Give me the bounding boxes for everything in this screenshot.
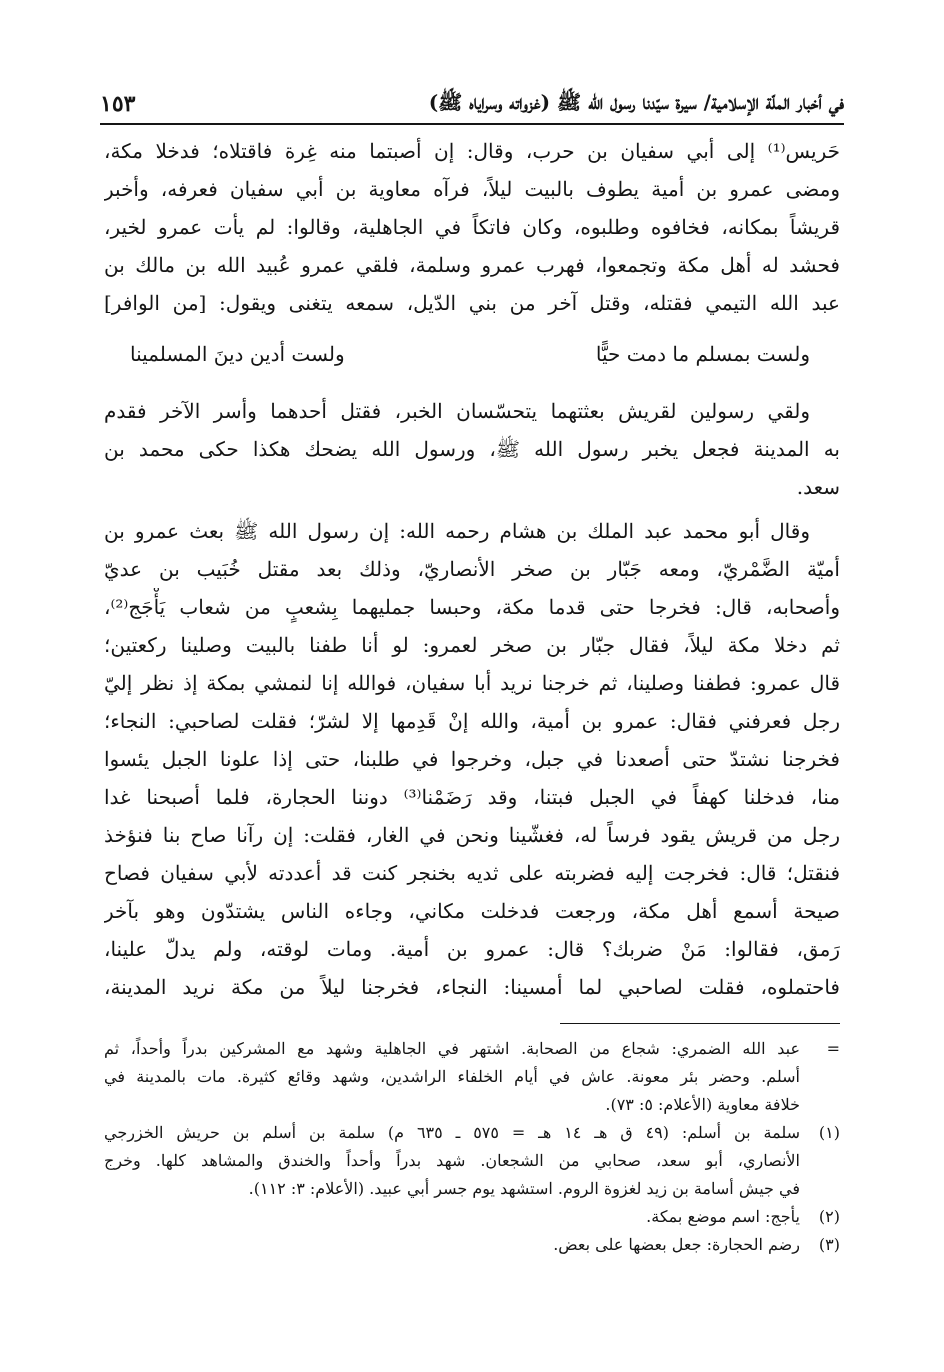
footnotes — [104, 1035, 840, 1259]
text-line: قريشاً بمكانه، فخافوه وطلبوه، وكان فاتكاً في الجاهلية، وقالوا: لم يأت عمرو لخير، — [104, 215, 840, 239]
text-line: رجل من قريش يقود فرساً له، فغشّينا ونحن في الغار، فقلت: إن رآنا صاح بنا فنؤخذ — [104, 823, 840, 847]
footnote-3 — [104, 1231, 840, 1259]
page-header — [100, 86, 844, 122]
text-line: عبد الله التيمي فقتله، وقتل آخر من بني الدّيل، سمعه يتغنى ويقول: [من الوافر] — [104, 291, 840, 315]
text-line: ومضى عمرو بن أمية يطوف بالبيت ليلاً، فرآه معاوية بن أبي سفيان فعرفه، وأخبر — [104, 177, 840, 201]
paragraph-3 — [104, 512, 840, 1006]
text-line: سعد. — [796, 475, 840, 499]
footnote-1 — [104, 1119, 840, 1203]
verse-second-hemistich: ولست أدين دينَ المسلمينا — [130, 342, 345, 366]
text-line: فحشد له أهل مكة وتجمعوا، فهرب عمرو وسلمة، فلقي عمرو عُبيد الله بن مالك بن — [104, 253, 840, 277]
text-line: رَمق، فقالوا: مَنْ ضربك؟ قال: عمرو بن أمية. ومات لوقته، ولم يدلّ علينا، — [104, 937, 840, 961]
footnote-body — [104, 1119, 800, 1203]
text-line: منا، فدخلنا كهفاً في الجبل فبتنا، وقد رَضَمْنا⁽³⁾ دوننا الحجارة، فلما أصبحنا غدا — [104, 785, 840, 809]
text-line: به المدينة فجعل يخبر رسول الله ﷺ، ورسول الله يضحك هكذا حكى محمد بن — [104, 437, 840, 461]
header-rule — [100, 123, 844, 125]
footnote-line: الأنصاري، أبو سعد، صحابي من الشجعان. شهد بدراً وأحداً والخندق والمشاهد كلها. وخرج — [104, 1151, 800, 1170]
footnote-line: رضم الحجارة: جعل بعضها على بعض. — [553, 1235, 800, 1254]
footnote-continued — [104, 1035, 840, 1119]
text-line: حَريس⁽¹⁾ إلى أبي سفيان بن حرب، وقال: إن أصبتما منه غِرة فاقتلاه؛ فدخلا مكة، — [104, 139, 840, 163]
footnote-line: أسلم. وحضر بئر معونة. عاش في أيام الخلفاء الراشدين، وشهد وقائع كثيرة. مات بالمدينة في — [104, 1067, 800, 1086]
text-line: وأصحابه، قال: فخرجا حتى قدما مكة، وحبسا جمليهما بِشعبٍ من شعاب يَأْجَج⁽²⁾، — [104, 595, 840, 619]
footnote-line: سلمة بن أسلم: (٤٩ ق هـ ١٤ هـ = ٥٧٥ ـ ٦٣٥ م) سلمة بن أسلم بن حريش الخزرجي — [104, 1123, 800, 1142]
text-line: فنقتل؛ قال: فخرجت إليه فضربته على ثديه بخنجر كنت قد أعددته لأبي سفيان فصاح — [104, 861, 840, 885]
text-line: فخرجنا نشتدّ حتى أصعدنا في جبل، وخرجوا في طلبنا، حتى إذا علونا الجبل يئسوا — [104, 747, 840, 771]
footnote-line: يأجج: اسم موضع بمكة. — [646, 1207, 800, 1226]
footnote-2 — [104, 1203, 840, 1231]
footnote-body — [104, 1231, 800, 1259]
text-line: ثم دخلا مكة ليلاً، فقال جبّار بن صخر لعمرو: لو أنا طفنا بالبيت وصلينا ركعتين؛ — [104, 633, 840, 657]
footnote-body — [104, 1035, 800, 1119]
footnote-marker: (٣) — [818, 1235, 840, 1254]
running-title: في أخبار الملّة الإسلامية/ سيرة سيّدنا رسول الله ﷺ (غزواته وسراياه ﷺ) — [428, 89, 844, 114]
text-line: قال عمرو: فطفنا وصلينا، ثم خرجنا نريد أبا سفيان، فوالله إنا لنمشي بمكة إذ نظر إليّ — [104, 671, 840, 695]
paragraph-2 — [104, 392, 840, 506]
footnote-line: خلافة معاوية (الأعلام: ٥: ٧٣). — [605, 1095, 800, 1114]
verse-first-hemistich: ولست بمسلم ما دمت حيًّا — [595, 342, 810, 366]
footnote-line: عبد الله الضمري: شجاع من الصحابة. اشتهر في الجاهلية وشهد مع المشركين بدراً وأحداً، ثم — [104, 1039, 800, 1058]
footnote-marker: (٢) — [818, 1207, 840, 1226]
footnote-body — [104, 1203, 800, 1231]
footnote-rule — [560, 1023, 840, 1024]
text-line: فاحتملوه، فقلت لصاحبي لما أمسينا: النجاء، فخرجنا ليلاً من مكة نريد المدينة، — [104, 975, 840, 999]
text-line: رجل فعرفني فقال: عمرو بن أمية، والله إنْ قَدِمها إلا لشرّ؛ فقلت لصاحبي: النجاء؛ — [104, 709, 840, 733]
page-number: ١٥٣ — [100, 91, 136, 117]
footnote-marker: = — [826, 1039, 840, 1058]
text-line: ولقي رسولين لقريش بعثتهما يتحسّسان الخبر، فقتل أحدهما وأسر الآخر فقدم — [104, 399, 810, 423]
paragraph-1 — [104, 132, 840, 322]
poetry-verse — [130, 334, 810, 374]
text-line: صيحة أسمع أهل مكة، ورجعت فدخلت مكاني، وجاءه الناس يشتدّون وهو بآخر — [104, 899, 840, 923]
footnote-marker: (١) — [818, 1123, 840, 1142]
text-line: وقال أبو محمد عبد الملك بن هشام رحمه الله: إن رسول الله ﷺ بعث عمرو بن — [104, 519, 810, 543]
text-line: أميّة الضَّمْريّ، ومعه جَبّار بن صخر الأنصاريّ، وذلك بعد مقتل خُبَيب بن عديّ — [104, 557, 840, 581]
footnote-line: في جيش أسامة بن زيد لغزوة الروم. استشهد يوم جسر أبي عبيد. (الأعلام: ٣: ١١٢). — [248, 1179, 800, 1198]
